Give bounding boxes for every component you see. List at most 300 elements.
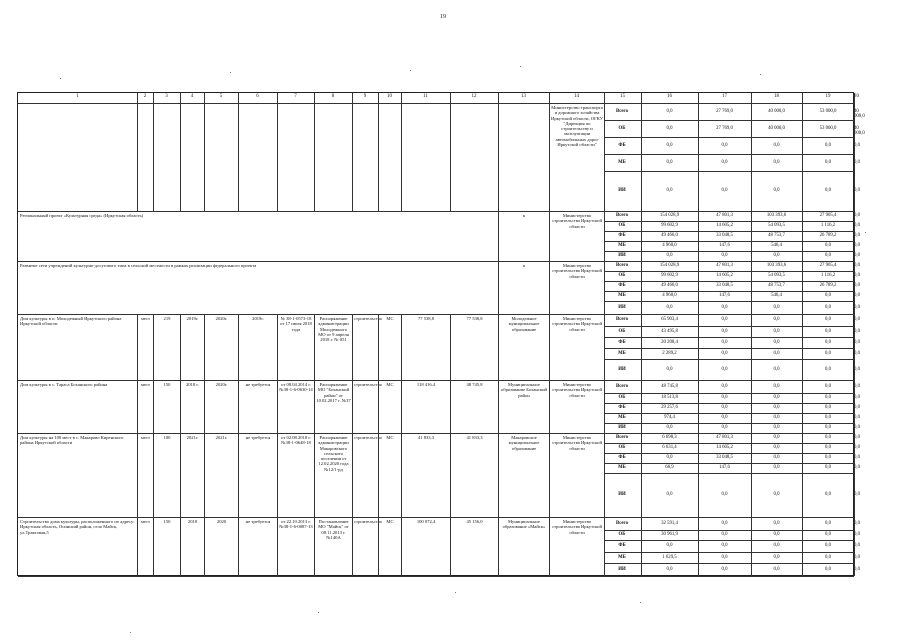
column-divider: [802, 103, 803, 211]
column-divider: [137, 103, 138, 211]
funding-source-label: ФБ: [618, 455, 626, 460]
cell-doc: от 02.08.2018 г. №38-1-0648-18: [281, 435, 311, 446]
column-divider: [751, 433, 752, 517]
funding-source-label: МБ: [618, 350, 626, 356]
funding-value: 0,0: [825, 492, 831, 497]
column-divider: [238, 433, 239, 517]
funding-value: 974,4: [664, 415, 675, 420]
cell-unit: [139, 105, 152, 210]
row-divider: [18, 517, 854, 518]
column-number-12: 12: [471, 94, 477, 99]
column-divider: [277, 103, 278, 211]
column-divider: [314, 103, 315, 211]
column-divider: [698, 93, 699, 103]
cell-doc: от 08.04.2014 г. №38-1-6-0630-14: [279, 382, 313, 393]
column-divider: [854, 380, 855, 433]
funding-value: 0,0: [773, 445, 780, 450]
column-divider: [137, 314, 138, 380]
column-divider: [401, 380, 402, 433]
column-divider: [238, 103, 239, 211]
funding-value: 0,0: [721, 415, 728, 420]
column-number-4: 4: [190, 94, 194, 99]
column-divider: [802, 211, 803, 261]
page-number: 19: [440, 14, 446, 20]
column-divider: [180, 433, 181, 517]
column-divider: [314, 517, 315, 576]
funding-value: 0,0: [773, 425, 780, 430]
funding-value: 0,0: [825, 339, 831, 345]
funding-value: 32 591,4: [661, 520, 678, 526]
funding-source-label: МБ: [618, 554, 626, 560]
column-divider: [238, 314, 239, 380]
column-divider: [641, 380, 642, 433]
scan-speck: [520, 66, 521, 67]
column-divider: [204, 517, 205, 576]
funding-source-label: ИИ: [618, 188, 626, 193]
scan-speck: [640, 602, 641, 603]
cell-basis: Распоряжение МО "Боханский район" от 10.02.2017 г. №37: [316, 382, 351, 403]
column-divider: [549, 93, 550, 103]
cell-kind: МС: [386, 382, 394, 387]
funding-value: 0,0: [721, 492, 728, 497]
scan-speck: [130, 632, 131, 633]
funding-value: 0,0: [825, 350, 831, 356]
column-divider: [751, 517, 752, 576]
cell-executor: Министерство строительства Иркутской области: [552, 519, 602, 535]
scan-speck: [865, 232, 866, 233]
funding-value: 0,0: [773, 455, 780, 460]
funding-value: 27 905,4: [819, 213, 837, 218]
column-divider: [238, 517, 239, 576]
funding-source-label: Всего: [616, 383, 628, 389]
cell-basis: Распоряжение администрации Молодежного МО от 9 апреля 2018 г. № 051: [318, 316, 349, 343]
column-divider: [204, 380, 205, 433]
column-divider: [604, 314, 605, 380]
funding-value: 0,0: [825, 425, 831, 430]
column-divider: [549, 380, 550, 433]
header-divider: [18, 103, 854, 104]
funding-value: 0,0: [721, 543, 728, 548]
funding-value: 0,0: [825, 188, 831, 193]
column-number-5: 5: [219, 94, 223, 99]
column-divider: [549, 261, 550, 314]
column-divider: [450, 314, 451, 380]
cell-expertise: не требуется: [245, 435, 271, 440]
funding-value: 4 960,0: [662, 243, 677, 248]
funding-value: 154 028,9: [659, 263, 680, 268]
column-divider: [137, 517, 138, 576]
funding-value: 6 698,3: [662, 435, 677, 440]
column-divider: [401, 93, 402, 103]
funding-value: 20 208,4: [661, 339, 678, 345]
funding-value: 0,0: [666, 566, 673, 572]
funding-value: 0,0: [721, 188, 728, 193]
column-divider: [854, 261, 855, 314]
cell-customer: к: [522, 213, 526, 218]
cell-doc: № 38-1-0573-18 от 17 июля 2018 года: [280, 316, 312, 332]
funding-value: 0,0: [773, 543, 780, 548]
column-divider: [352, 103, 353, 211]
column-divider: [204, 93, 205, 103]
column-divider: [751, 93, 752, 103]
funding-value: 1 116,2: [820, 273, 836, 278]
column-divider: [802, 380, 803, 433]
column-divider: [180, 93, 181, 103]
cell-name: Строительство дома культуры, расположенного по адресу: Иркутская область, Осинский район, село Майск, ул.Трактовая,5: [20, 519, 135, 535]
funding-source-label: Всего: [616, 435, 628, 440]
column-number-11: 11: [423, 94, 428, 99]
funding-value: 0,0: [825, 293, 831, 298]
funding-value: 49 466,0: [661, 283, 678, 288]
funding-value: 0,0: [773, 395, 780, 400]
column-divider: [802, 314, 803, 380]
cell-unit: мест: [140, 382, 151, 387]
funding-value: 0,0: [666, 455, 673, 460]
column-number-8: 8: [331, 94, 335, 99]
column-divider: [751, 380, 752, 433]
cell-type: строительство: [354, 435, 383, 440]
cell-expertise: 2019г.: [252, 316, 264, 321]
column-divider: [549, 314, 550, 380]
funding-value: 0,0: [825, 445, 831, 450]
cell-customer: Макаровское муниципальное образование: [508, 435, 540, 451]
funding-source-label: ОБ: [618, 532, 626, 537]
funding-source-label: ОБ: [618, 125, 626, 131]
cell-start: 2018: [187, 519, 198, 524]
funding-value: 0,0: [666, 253, 673, 258]
funding-value: 546,4: [771, 243, 782, 248]
column-divider: [604, 261, 605, 314]
funding-value: 0,0: [721, 350, 728, 356]
column-divider: [153, 93, 154, 103]
column-number-10: 10: [387, 94, 392, 99]
column-divider: [352, 433, 353, 517]
cell-end: 2021г.: [215, 435, 228, 440]
column-divider: [698, 103, 699, 211]
column-divider: [641, 93, 642, 103]
column-divider: [698, 380, 699, 433]
cell-name: Дом культуры в с. Тараса Боханского района: [20, 382, 108, 387]
cell-kind: МС: [386, 519, 394, 524]
funding-value: 0,0: [825, 253, 831, 258]
column-divider: [604, 517, 605, 576]
cell-end: [206, 105, 237, 210]
funding-value: 0,0: [773, 350, 780, 356]
scan-speck: [60, 78, 61, 79]
funding-source-label: ОБ: [618, 273, 626, 278]
funding-value: 0,0: [666, 304, 673, 310]
funding-value: 0,0: [825, 566, 831, 572]
cell-end: 2020: [216, 519, 227, 524]
funding-value: 103 393,6: [766, 263, 787, 268]
column-divider: [698, 517, 699, 576]
cell-remaining: 48 745,8: [466, 382, 483, 387]
funding-value: 0,0: [825, 554, 831, 560]
column-number-16: 16: [667, 94, 672, 99]
funding-value: 4 960,0: [662, 293, 677, 298]
column-divider: [153, 380, 154, 433]
funding-source-label: ФБ: [618, 405, 626, 410]
funding-value: 0,0: [773, 383, 780, 389]
scan-speck: [455, 592, 456, 593]
funding-value: 0,0: [825, 395, 831, 400]
cell-customer: Муниципальное образование Боханский район: [500, 382, 548, 398]
funding-value: 0,0: [721, 317, 728, 322]
cell-cost: 118 416,4: [416, 382, 436, 387]
cell-type: строительство: [354, 519, 383, 524]
funding-value: 26 789,2: [819, 283, 837, 288]
column-divider: [137, 93, 138, 103]
funding-value: 0,0: [773, 532, 780, 537]
column-divider: [498, 517, 499, 576]
column-divider: [153, 433, 154, 517]
cell-type: [354, 105, 377, 210]
funding-value: 0,0: [773, 566, 780, 572]
funding-value: 6 631,4: [662, 445, 677, 450]
column-divider: [180, 380, 181, 433]
cell-executor: Министерство транспорта и дорожного хозяйства Иркутской области, ОГКУ "Дирекция по строительству и эксплуатации автомобильных дорог Иркутской области": [551, 105, 603, 148]
cell-start: 2018 г.: [186, 382, 199, 387]
funding-value: 27 769,0: [716, 125, 733, 131]
funding-value: 0,0: [773, 304, 780, 310]
column-divider: [401, 314, 402, 380]
column-number-9: 9: [363, 94, 367, 99]
column-divider: [314, 380, 315, 433]
column-divider: [604, 433, 605, 517]
funding-value: 0,0: [721, 405, 728, 410]
column-divider: [450, 93, 451, 103]
column-divider: [604, 211, 605, 261]
column-divider: [378, 314, 379, 380]
funding-value: 0,0: [773, 159, 780, 165]
funding-value: 0,0: [721, 304, 728, 310]
column-divider: [378, 517, 379, 576]
funding-source-label: ФБ: [618, 339, 626, 345]
column-divider: [277, 517, 278, 576]
funding-value: 2 289,2: [662, 350, 677, 356]
column-divider: [549, 433, 550, 517]
column-divider: [641, 433, 642, 517]
funding-value: 546,4: [771, 293, 782, 298]
cell-kind: МС: [386, 316, 394, 321]
funding-source-label: Всего: [616, 263, 628, 268]
funding-value: 103 393,6: [766, 213, 787, 218]
funding-value: 0,0: [773, 520, 780, 526]
column-number-1: 1: [76, 94, 79, 99]
column-divider: [153, 314, 154, 380]
funding-value: 0,0: [825, 532, 831, 537]
funding-value: 47 801,3: [716, 263, 733, 268]
funding-value: 49 466,0: [661, 233, 678, 238]
funding-value: 0,0: [773, 188, 780, 193]
funding-value: 43 495,8: [661, 328, 678, 334]
funding-value: 0,0: [773, 492, 780, 497]
funding-value: 0,0: [825, 317, 831, 322]
column-divider: [238, 93, 239, 103]
funding-value: 154 028,9: [659, 213, 680, 218]
column-divider: [314, 314, 315, 380]
cell-name: Дом культуры в п. Молодежный Иркутского района Иркутской области: [20, 316, 122, 327]
column-number-15: 15: [620, 94, 625, 99]
funding-value: 0,0: [825, 465, 831, 470]
cell-remaining: 45 156,0: [466, 519, 483, 524]
column-divider: [352, 314, 353, 380]
funding-value: 0,0: [825, 366, 831, 372]
funding-value: 0,0: [773, 253, 780, 258]
funding-value: 14 605,2: [716, 223, 733, 228]
cell-customer: к: [522, 263, 526, 268]
column-divider: [698, 261, 699, 314]
funding-source-label: МБ: [618, 465, 626, 470]
column-divider: [277, 314, 278, 380]
funding-value: 54 093,5: [768, 223, 785, 228]
row-divider: [18, 261, 854, 262]
column-number-19: 19: [825, 94, 831, 99]
column-divider: [549, 211, 550, 261]
funding-value: 0,0: [666, 492, 673, 497]
cell-doc: [279, 105, 313, 210]
cell-cost: 77 538,8: [417, 316, 435, 321]
cell-end: 2020г.: [215, 382, 228, 387]
cell-type: строительство: [354, 382, 383, 387]
row-divider: [18, 576, 854, 577]
cell-name: Развитие сети учреждений культурно-досугового типа в сельской местности в рамках реализации федерального проекта: [20, 263, 257, 268]
cell-start: 2021г.: [186, 435, 199, 440]
funding-source-label: ОБ: [618, 395, 626, 400]
funding-value: 0,0: [773, 554, 780, 560]
funding-source-label: ИИ: [618, 425, 626, 430]
funding-value: 0,0: [825, 543, 831, 548]
scan-speck: [318, 612, 319, 613]
column-divider: [498, 211, 499, 261]
column-divider: [204, 433, 205, 517]
funding-value: 0,0: [825, 435, 831, 440]
funding-value: 18 513,8: [661, 395, 678, 400]
funding-source-label: ИИ: [618, 566, 626, 572]
funding-value: 0,0: [721, 554, 728, 560]
cell-name: Дом культуры на 100 мест в с. Макарово Киренского района Иркутской области: [20, 435, 124, 446]
column-divider: [180, 314, 181, 380]
column-number-2: 2: [143, 94, 147, 99]
row-divider: [18, 380, 854, 381]
column-divider: [352, 380, 353, 433]
column-divider: [751, 314, 752, 380]
column-divider: [751, 261, 752, 314]
cell-name: [20, 105, 136, 210]
funding-value: 0,0: [825, 159, 831, 165]
funding-source-label: МБ: [618, 159, 626, 165]
funding-value: 0,0: [666, 366, 673, 372]
cell-doc: от 22.10.2013 г. №38-1-6-0087-13: [279, 519, 313, 530]
column-divider: [854, 103, 855, 211]
funding-value: 0,0: [721, 159, 728, 165]
cell-end: 2020г.: [215, 316, 228, 321]
cell-kind: МС: [386, 435, 394, 440]
column-divider: [314, 433, 315, 517]
column-divider: [498, 314, 499, 380]
funding-value: 29 257,6: [661, 405, 678, 410]
funding-source-label: ФБ: [618, 543, 626, 548]
cell-capacity: [155, 105, 179, 210]
funding-value: 0,0: [666, 159, 673, 165]
column-divider: [498, 380, 499, 433]
funding-source-label: ОБ: [618, 445, 626, 450]
funding-value: 0,0: [773, 366, 780, 372]
funding-source-label: МБ: [618, 415, 626, 420]
column-divider: [854, 433, 855, 517]
cell-cost: 41 833,3: [417, 435, 435, 440]
scan-speck: [410, 70, 411, 71]
column-divider: [314, 93, 315, 103]
column-divider: [641, 517, 642, 576]
funding-value: 66,9: [665, 465, 674, 470]
funding-value: 0,0: [721, 395, 728, 400]
funding-value: 53 000,0: [819, 125, 837, 131]
cell-executor: Министерство строительства Иркутской области: [552, 316, 602, 332]
column-number-17: 17: [722, 94, 727, 99]
funding-source-label: ИИ: [618, 366, 626, 372]
column-divider: [698, 314, 699, 380]
cell-unit: мест: [140, 316, 151, 321]
column-divider: [378, 380, 379, 433]
funding-value: 0,0: [825, 304, 831, 310]
funding-value: 0,0: [721, 142, 728, 148]
column-divider: [450, 433, 451, 517]
cell-basis: Постановление МО "Майск" от 08.11.2013 г. №140А: [318, 519, 349, 540]
funding-value: 0,0: [825, 383, 831, 389]
column-number-14: 14: [574, 94, 579, 99]
column-number-3: 3: [165, 94, 168, 99]
funding-value: 33 048,5: [716, 233, 733, 238]
column-number-7: 7: [294, 94, 297, 99]
cell-expertise: не требуется: [245, 519, 271, 524]
funding-value: 0,0: [773, 317, 780, 322]
cell-basis: Распоряжение администрации Макаровского сельского поселения от 12.02.2020 года №12/1-рд: [318, 435, 349, 472]
column-divider: [378, 103, 379, 211]
funding-value: 0,0: [721, 253, 728, 258]
cell-name: Региональный проект «Культурная среда» (Иркутская область): [20, 213, 144, 218]
column-divider: [854, 517, 855, 576]
funding-source-label: Всего: [616, 108, 628, 114]
column-divider: [698, 211, 699, 261]
column-divider: [352, 517, 353, 576]
funding-value: 0,0: [773, 465, 780, 470]
column-divider: [204, 103, 205, 211]
funding-value: 0,0: [773, 142, 780, 148]
funding-source-label: МБ: [618, 243, 626, 248]
column-divider: [498, 93, 499, 103]
funding-value: 0,0: [721, 532, 728, 537]
scan-speck: [230, 72, 231, 73]
funding-source-label: Всего: [616, 317, 628, 322]
column-divider: [802, 433, 803, 517]
column-divider: [352, 93, 353, 103]
funding-value: 53 000,0: [819, 108, 837, 114]
funding-source-label: ИИ: [618, 304, 626, 310]
funding-source-label: ИИ: [618, 253, 626, 258]
column-divider: [854, 314, 855, 380]
column-divider: [401, 103, 402, 211]
cell-kind: [380, 105, 400, 210]
cell-customer: [500, 105, 548, 210]
funding-value: 0,0: [773, 405, 780, 410]
column-divider: [277, 93, 278, 103]
funding-value: 47 801,3: [716, 213, 733, 218]
column-divider: [204, 314, 205, 380]
row-divider: [18, 211, 854, 212]
cell-executor: Министерство строительства Иркутской области: [552, 213, 602, 229]
funding-value: 147,6: [719, 293, 730, 298]
